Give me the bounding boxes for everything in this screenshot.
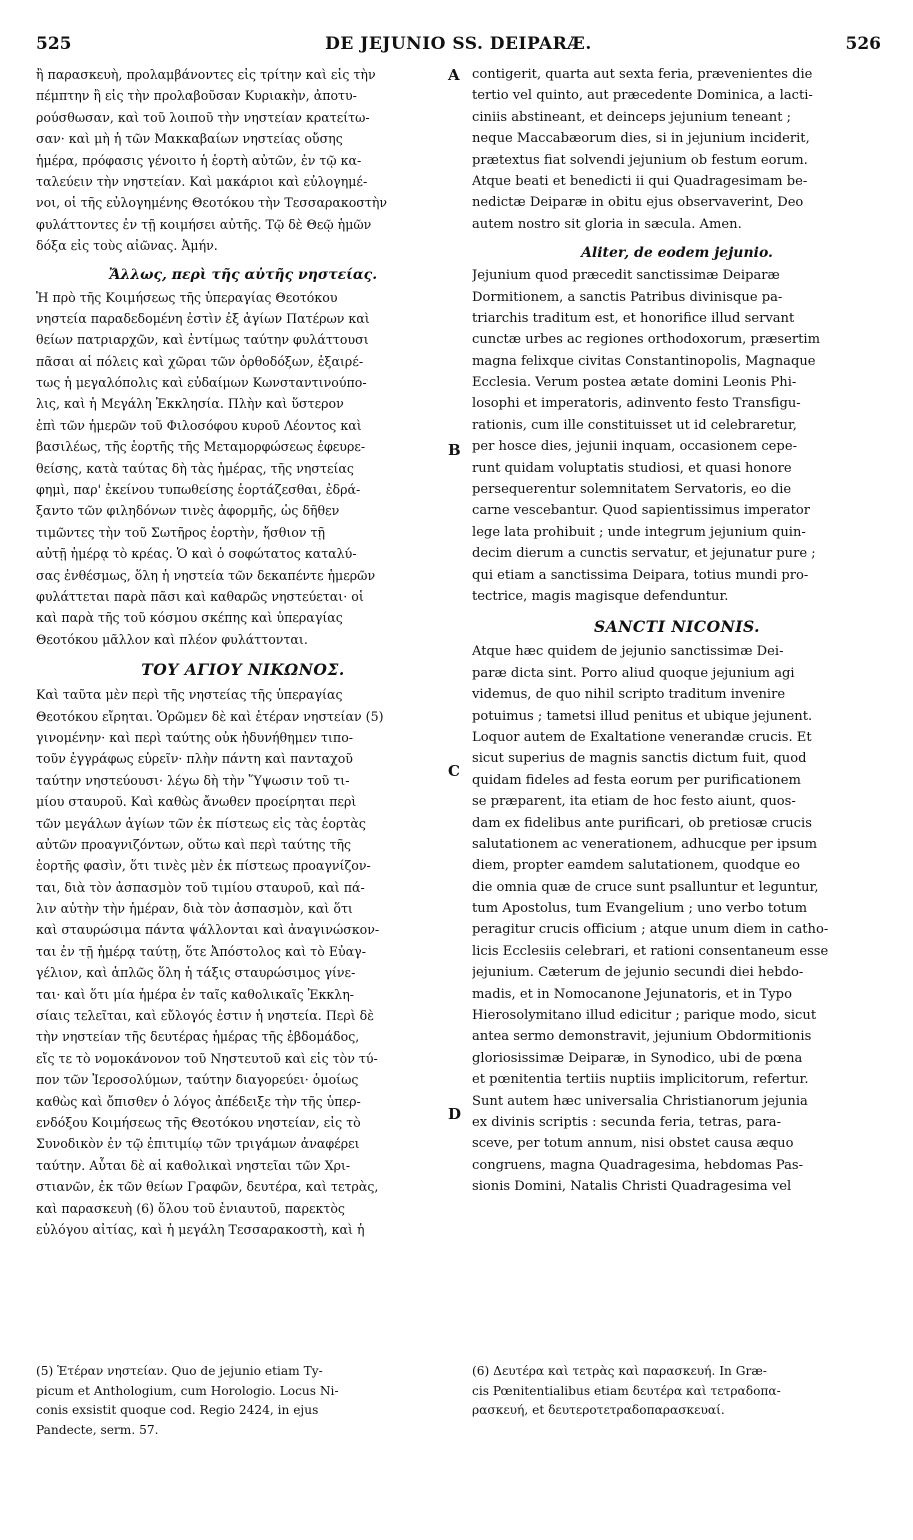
text-line: ρασκευή, et δευτεροτετραδοπαρασκευαί. bbox=[472, 1403, 725, 1417]
text-line: (6) Δευτέρα καὶ τετρὰς καὶ παρασκευή. In Græ- bbox=[472, 1364, 767, 1378]
text-line: Atque beati et benedicti ii qui Quadragesimam be- bbox=[472, 173, 808, 189]
text-line: νηστεία παραδεδομένη ἐστὶν ἐξ ἁγίων Πατέρων καὶ bbox=[36, 310, 370, 326]
text-line: στιανῶν, ἐκ τῶν θείων Γραφῶν, δευτέρα, καὶ τετρὰς, bbox=[36, 1179, 379, 1195]
text-line: prætextus fiat solvendi jejunium ob festum eorum. bbox=[472, 152, 808, 168]
text-line: πέμπτην ἢ εἰς τὴν προλαβοῦσαν Κυριακὴν, ἀποτυ- bbox=[36, 88, 357, 104]
text-line: θείων πατριαρχῶν, καὶ ἐντίμως ταύτην φυλάττουσι bbox=[36, 332, 369, 348]
text-line: Dormitionem, a sanctis Patribus divinisque pa- bbox=[472, 289, 783, 305]
text-line: autem nostro sit gloria in sæcula. Amen. bbox=[472, 216, 742, 232]
text-line: tectrice, magis magisque defenduntur. bbox=[472, 588, 729, 604]
text-line: per hosce dies, jejunii inquam, occasionem cepe- bbox=[472, 439, 797, 455]
text-line: persequerentur solemnitatem Servatoris, eo die bbox=[472, 482, 792, 498]
text-line: quidam fideles ad festa eorum per purificationem bbox=[472, 772, 801, 788]
text-line: se præparent, ita etiam de hoc festo aiunt, quos- bbox=[472, 794, 796, 810]
text-line: Ecclesia. Verum postea ætate domini Leonis Phi- bbox=[472, 375, 797, 391]
latin-heading-aliter: Aliter, de eodem jejunio. bbox=[581, 245, 773, 262]
text-line: αὐτῇ ἡμέρᾳ τὸ κρέας. Ὁ καὶ ὁ σοφώτατος καταλύ- bbox=[36, 546, 357, 562]
text-line: jejunium. Cæterum de jejunio secundi diei hebdo- bbox=[472, 965, 804, 981]
text-line: μίου σταυροῦ. Καὶ καθὼς ἄνωθεν προείρηται περὶ bbox=[36, 794, 357, 810]
text-line: Συνοδικὸν ἐν τῷ ἐπιτιμίῳ τῶν τριγάμων ἀναφέρει bbox=[36, 1136, 360, 1152]
text-line: σίαις τελεῖται, καὶ εὔλογός ἐστιν ἡ νηστεία. Περὶ δὲ bbox=[36, 1008, 375, 1024]
text-line: paræ dicta sint. Porro aliud quoque jejunium agi bbox=[472, 665, 795, 681]
text-line: εὐλόγου αἰτίας, καὶ ἡ μεγάλη Τεσσαρακοστὴ, καὶ ἡ bbox=[36, 1221, 365, 1237]
text-line: φημὶ, παρ' ἐκείνου τυπωθείσης ἑορτάζεσθαι, ἐδρά- bbox=[36, 482, 361, 498]
text-line: ται· καὶ ὅτι μία ἡμέρα ἐν ταῖς καθολικαῖς Ἐκκλη- bbox=[36, 986, 354, 1002]
text-line: φυλάττεται παρὰ πᾶσι καὶ καθαρῶς νηστεύεται· οἱ bbox=[36, 588, 364, 604]
text-line: ciniis abstineant, et deinceps jejunium teneant ; bbox=[472, 109, 792, 125]
margin-letter-b: B bbox=[448, 441, 461, 459]
text-line: potuimus ; tametsi illud penitus et ubique jejunent. bbox=[472, 708, 813, 724]
latin-paragraph-1 bbox=[472, 64, 882, 235]
greek-column bbox=[36, 64, 450, 1240]
text-line: σαν· καὶ μὴ ἡ τῶν Μακκαβαίων νηστείας οὔσης bbox=[36, 131, 343, 147]
text-line: σας ἐνθέσμως, ὅλη ἡ νηστεία τῶν δεκαπέντε ἡμερῶν bbox=[36, 567, 376, 583]
greek-paragraph-2 bbox=[36, 287, 450, 651]
text-line: Jejunium quod præcedit sanctissimæ Deiparæ bbox=[472, 268, 780, 284]
text-line: cis Pœnitentialibus etiam δευτέρα καὶ τετραδοπα- bbox=[472, 1383, 781, 1398]
text-line: τὴν νηστείαν τῆς δευτέρας ἡμέρας τῆς ἑβδομάδος, bbox=[36, 1029, 360, 1045]
text-line: καὶ σταυρώσιμα πάντα ψάλλονται καὶ ἀναγινώσκον- bbox=[36, 922, 380, 938]
left-page-number: 525 bbox=[36, 34, 72, 54]
text-line: Atque hæc quidem de jejunio sanctissimæ Dei- bbox=[472, 644, 784, 660]
text-line: ἡμέρα, πρόφασις γένοιτο ἡ ἑορτὴ αὐτῶν, ἐν τῷ κα- bbox=[36, 152, 362, 168]
text-line: antea sermo demonstravit, jejunium Obdormitionis bbox=[472, 1029, 812, 1045]
text-line: Pandecte, serm. 57. bbox=[36, 1422, 159, 1437]
greek-heading-nikon: ΤΟΥ ΑΓΙΟΥ ΝΙΚΩΝΟΣ. bbox=[141, 660, 345, 680]
text-line: diem, propter eamdem salutationem, quodque eo bbox=[472, 858, 800, 874]
text-line: ταλεύειν τὴν νηστείαν. Καὶ μακάριοι καὶ εὐλογημέ- bbox=[36, 173, 368, 189]
text-line: salutationem ac venerationem, adhucque per ipsum bbox=[472, 836, 818, 852]
text-line: Ἡ πρὸ τῆς Κοιμήσεως τῆς ὑπεραγίας Θεοτόκου bbox=[36, 289, 338, 305]
text-line: καθὼς καὶ ὄπισθεν ὁ λόγος ἀπέδειξε τὴν τῆς ὑπερ- bbox=[36, 1093, 361, 1109]
text-line: νοι, οἱ τῆς εὐλογημένης Θεοτόκου τὴν Τεσσαρακοστὴν bbox=[36, 195, 388, 211]
text-line: ται, διὰ τὸν ἀσπασμὸν τοῦ τιμίου σταυροῦ, καὶ πά- bbox=[36, 879, 365, 895]
running-title: DE JEJUNIO SS. DEIPARÆ. bbox=[325, 34, 592, 54]
latin-paragraph-2 bbox=[472, 265, 882, 607]
text-line: rationis, cum ille constituisset ut id celebraretur, bbox=[472, 417, 797, 433]
text-line: et pœnitentia tertiis nuptiis implicitorum, refertur. bbox=[472, 1072, 809, 1088]
text-line: carne vescebantur. Quod sapientissimus imperator bbox=[472, 503, 811, 519]
footnote-5 bbox=[36, 1362, 450, 1440]
text-line: δόξα εἰς τοὺς αἰῶνας. Ἀμήν. bbox=[36, 238, 218, 254]
text-line: videmus, de quo nihil scripto traditum invenire bbox=[472, 687, 786, 703]
text-line: Loquor autem de Exaltatione venerandæ crucis. Et bbox=[472, 729, 812, 745]
text-line: picum et Anthologium, cum Horologio. Locus Ni- bbox=[36, 1383, 339, 1398]
text-line: sicut superius de magnis sanctis dictum fuit, quod bbox=[472, 751, 807, 767]
text-line: losophi et imperatoris, adinvento festo Transfigu- bbox=[472, 396, 801, 412]
latin-paragraph-3 bbox=[472, 641, 882, 1197]
text-line: Sunt autem hæc universalia Christianorum jejunia bbox=[472, 1093, 808, 1109]
text-line: ξαντο τῶν φιληδόνων τινὲς ἀφορμῆς, ὡς δῆθεν bbox=[36, 503, 340, 519]
text-line: τοῦν ἐγγράφως εὑρεῖν· πλὴν πάντη καὶ πανταχοῦ bbox=[36, 751, 353, 767]
text-line: lege lata prohibuit ; unde integrum jejunium quin- bbox=[472, 524, 806, 540]
text-line: cunctæ urbes ac regiones orthodoxorum, præsertim bbox=[472, 332, 821, 348]
footnote-6 bbox=[472, 1362, 882, 1421]
text-line: ρούσθωσαν, καὶ τοῦ λοιποῦ τὴν νηστείαν κρατείτω- bbox=[36, 109, 370, 125]
text-line: πον τῶν Ἱεροσολύμων, ταύτην διαγορεύει· ὁμοίως bbox=[36, 1072, 359, 1088]
margin-letter-d: D bbox=[448, 1105, 462, 1123]
text-line: (5) Ἑτέραν νηστείαν. Quo de jejunio etiam Ty- bbox=[36, 1364, 323, 1378]
text-line: τῶν μεγάλων ἁγίων τῶν ἐκ πίστεως εἰς τὰς ἑορτὰς bbox=[36, 815, 366, 831]
text-line: καὶ παρὰ τῆς τοῦ κόσμου σκέπης καὶ ὑπεραγίας bbox=[36, 610, 343, 626]
text-line: dam ex fidelibus ante purificari, ob pretiosæ crucis bbox=[472, 815, 812, 831]
text-line: qui etiam a sanctissima Deipara, totius mundi pro- bbox=[472, 567, 809, 583]
text-line: ἑορτῆς φασὶν, ὅτι τινὲς μὲν ἐκ πίστεως προαγνίζον- bbox=[36, 858, 371, 874]
text-line: Θεοτόκου μᾶλλον καὶ πλέον φυλάττονται. bbox=[36, 631, 308, 647]
text-line: neque Maccabæorum dies, si in jejunium inciderit, bbox=[472, 131, 810, 147]
text-line: decim dierum a cunctis servatur, et jejunatur pure ; bbox=[472, 546, 816, 562]
text-line: ταύτην νηστεύουσι· λέγω δὴ τὴν Ὕψωσιν τοῦ τι- bbox=[36, 772, 350, 788]
text-line: βασιλέως, τῆς ἑορτῆς τῆς Μεταμορφώσεως ἐφευρε- bbox=[36, 439, 366, 455]
text-line: licis Ecclesiis celebrari, et rationi consentaneum esse bbox=[472, 943, 829, 959]
text-line: Hierosolymitano illud edicitur ; parique modo, sicut bbox=[472, 1008, 817, 1024]
text-line: αὐτῶν προαγνιζόντων, οὕτω καὶ περὶ ταύτης τῆς bbox=[36, 836, 352, 852]
margin-letter-c: C bbox=[448, 762, 460, 780]
margin-letter-a: A bbox=[448, 66, 460, 84]
text-line: sceve, per totum annum, nisi obstet causa æquo bbox=[472, 1136, 794, 1152]
text-line: sionis Domini, Natalis Christi Quadragesima vel bbox=[472, 1179, 792, 1195]
text-line: ενδόξου Κοιμήσεως τῆς Θεοτόκου νηστείαν, εἰς τὸ bbox=[36, 1114, 361, 1130]
text-line: τως ἡ μεγαλόπολις καὶ εὐδαίμων Κωνσταντινούπο- bbox=[36, 375, 367, 391]
text-line: peragitur crucis officium ; atque unum diem in catho- bbox=[472, 922, 829, 938]
text-line: tum Apostolus, tum Evangelium ; uno verbo totum bbox=[472, 901, 808, 917]
text-line: runt quidam voluptatis studiosi, et quasi honore bbox=[472, 460, 792, 476]
text-line: εἴς τε τὸ νομοκάνονον τοῦ Νηστευτοῦ καὶ εἰς τὸν τύ- bbox=[36, 1050, 378, 1066]
text-line: ται ἐν τῇ ἡμέρᾳ ταύτῃ, ὅτε Ἀπόστολος καὶ τὸ Εὐαγ- bbox=[36, 943, 366, 959]
greek-heading-aliter: Ἄλλως, περὶ τῆς αὐτῆς νηστείας. bbox=[108, 266, 378, 283]
right-page-number: 526 bbox=[845, 34, 881, 54]
text-line: magna felixque civitas Constantinopolis, Magnaque bbox=[472, 353, 816, 369]
text-line: τιμῶντες τὴν τοῦ Σωτῆρος ἑορτὴν, ἤσθιον τῇ bbox=[36, 524, 326, 540]
page-header bbox=[36, 34, 881, 60]
text-line: madis, et in Nomocanone Jejunatoris, et in Typo bbox=[472, 986, 792, 1002]
text-line: θείσης, κατὰ ταύτας δὴ τὰς ἡμέρας, τῆς νηστείας bbox=[36, 460, 354, 476]
text-line: Καὶ ταῦτα μὲν περὶ τῆς νηστείας τῆς ὑπεραγίας bbox=[36, 687, 343, 703]
text-line: triarchis traditum est, et honorifice illud servant bbox=[472, 310, 795, 326]
text-line: conis exsistit quoque cod. Regio 2424, in ejus bbox=[36, 1403, 319, 1417]
text-line: congruens, magna Quadragesima, hebdomas Pas- bbox=[472, 1157, 804, 1173]
text-line: καὶ παρασκευὴ (6) ὅλου τοῦ ἐνιαυτοῦ, παρεκτὸς bbox=[36, 1200, 345, 1216]
text-line: contigerit, quarta aut sexta feria, prævenientes die bbox=[472, 67, 813, 82]
text-line: ἐπὶ τῶν ἡμερῶν τοῦ Φιλοσόφου κυροῦ Λέοντος καὶ bbox=[36, 417, 362, 433]
text-line: λιν αὐτὴν τὴν ἡμέραν, διὰ τὸν ἀσπασμὸν, καὶ ὅτι bbox=[36, 901, 353, 917]
greek-paragraph-1 bbox=[36, 64, 450, 257]
text-line: gloriosissimæ Deiparæ, in Synodico, ubi de pœna bbox=[472, 1050, 803, 1066]
text-line: γινομένην· καὶ περὶ ταύτης οὐκ ἠδυνήθημεν τιπο- bbox=[36, 729, 354, 745]
text-line: πᾶσαι αἱ πόλεις καὶ χῶραι τῶν ὀρθοδόξων, ἐξαιρέ- bbox=[36, 353, 364, 369]
text-line: λις, καὶ ἡ Μεγάλη Ἐκκλησία. Πλὴν καὶ ὕστερον bbox=[36, 396, 344, 412]
greek-paragraph-3 bbox=[36, 684, 450, 1240]
text-line: tertio vel quinto, aut præcedente Dominica, a lacti- bbox=[472, 88, 813, 104]
text-line: nedictæ Deiparæ in obitu ejus observaverint, Deo bbox=[472, 195, 804, 211]
text-line: φυλάττοντες ἐν τῇ κοιμήσει αὐτῆς. Τῷ δὲ Θεῷ ἡμῶν bbox=[36, 216, 372, 232]
text-line: ἢ παρασκευὴ, προλαμβάνοντες εἰς τρίτην καὶ εἰς τὴν bbox=[36, 67, 376, 82]
text-line: ταύτην. Αὗται δὲ αἱ καθολικαὶ νηστεῖαι τῶν Χρι- bbox=[36, 1157, 351, 1173]
text-line: γέλιον, καὶ ἁπλῶς ὅλη ἡ τάξις σταυρώσιμος γίνε- bbox=[36, 965, 356, 981]
text-line: die omnia quæ de cruce sunt psalluntur et leguntur, bbox=[472, 879, 819, 895]
text-line: ex divinis scriptis : secunda feria, tetras, para- bbox=[472, 1114, 781, 1130]
text-line: Θεοτόκου εἴρηται. Ὁρῶμεν δὲ καὶ ἑτέραν νηστείαν (5) bbox=[36, 708, 384, 724]
latin-column bbox=[472, 64, 882, 1198]
latin-heading-niconis: SANCTI NICONIS. bbox=[593, 617, 761, 637]
